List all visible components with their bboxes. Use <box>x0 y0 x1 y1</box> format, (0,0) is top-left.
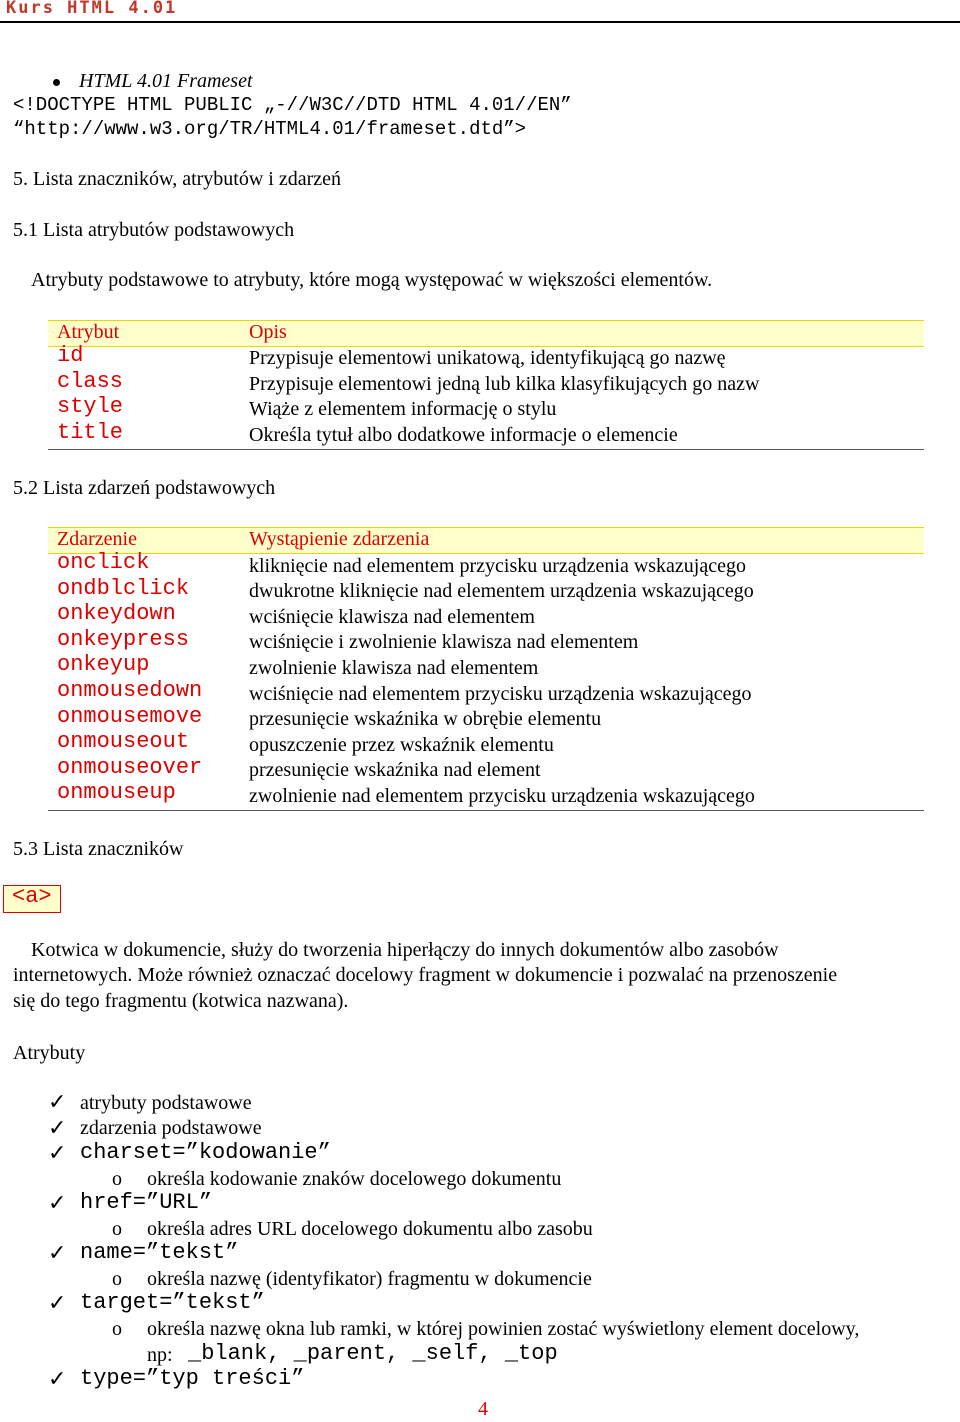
event-name: onkeydown <box>57 601 176 626</box>
event-description: kliknięcie nad elementem przycisku urządzenia wskazującego <box>249 555 746 577</box>
event-description: dwukrotne kliknięcie nad elementem urządzenia wskazującego <box>249 580 754 602</box>
target-example-label: np: <box>147 1344 173 1366</box>
frameset-label: HTML 4.01 Frameset <box>79 70 253 92</box>
checkmark-icon: ✓ <box>48 1141 67 1166</box>
section-5-3-heading: 5.3 Lista znaczników <box>13 838 184 860</box>
attribute-list-item: name=”tekst” <box>80 1240 239 1265</box>
doctype-line-1: <!DOCTYPE HTML PUBLIC „-//W3C//DTD HTML 4.01//EN” <box>13 94 572 116</box>
attribute-name: style <box>57 394 124 419</box>
tag-description-line-2: internetowych. Może również oznaczać docelowy fragment w dokumencie i pozwalać na przenoszenie <box>13 964 838 986</box>
attribute-sub-description: określa nazwę (identyfikator) fragmentu w dokumencie <box>147 1268 592 1290</box>
checkmark-icon: ✓ <box>48 1116 67 1141</box>
header-title: Kurs HTML 4.01 <box>6 0 178 18</box>
checkmark-icon: ✓ <box>48 1241 67 1266</box>
events-header-col2: Wystąpienie zdarzenia <box>249 528 430 550</box>
event-name: onmouseout <box>57 729 190 754</box>
checkmark-icon: ✓ <box>48 1191 67 1216</box>
sub-bullet-marker: o <box>112 1318 122 1340</box>
page-header <box>0 0 960 22</box>
checkmark-icon: ✓ <box>48 1090 67 1115</box>
section-5-heading: 5. Lista znaczników, atrybutów i zdarzeń <box>13 168 342 190</box>
tag-label: <a> <box>12 884 52 909</box>
event-name: onmouseup <box>57 780 176 805</box>
attributes-table-bottom-rule <box>48 449 924 450</box>
attribute-list-item: type=”typ treści” <box>80 1366 305 1391</box>
event-description: przesunięcie wskaźnika w obrębie elementu <box>249 708 602 730</box>
section-5-1-heading: 5.1 Lista atrybutów podstawowych <box>13 219 295 241</box>
attribute-list-item: href=”URL” <box>80 1190 213 1215</box>
attribute-list-item: atrybuty podstawowe <box>80 1092 252 1114</box>
page-number: 4 <box>478 1398 488 1420</box>
event-description: przesunięcie wskaźnika nad element <box>249 759 541 781</box>
attributes-header-col2: Opis <box>249 321 287 343</box>
section-5-1-description: Atrybuty podstawowe to atrybuty, które mogą występować w większości elementów. <box>31 269 713 291</box>
doctype-line-2: “http://www.w3.org/TR/HTML4.01/frameset.dtd”> <box>13 118 527 140</box>
sub-bullet-marker: o <box>112 1168 122 1190</box>
attribute-list-item: charset=”kodowanie” <box>80 1140 331 1165</box>
event-name: onkeyup <box>57 652 150 677</box>
events-header-col1: Zdarzenie <box>57 528 137 550</box>
header-rule <box>0 21 960 23</box>
event-name: onmousedown <box>57 678 203 703</box>
event-description: zwolnienie klawisza nad elementem <box>249 657 539 679</box>
event-description: wciśnięcie i zwolnienie klawisza nad elementem <box>249 631 639 653</box>
attribute-description: Określa tytuł albo dodatkowe informacje o elemencie <box>249 424 678 446</box>
target-example-values: _blank, _parent, _self, _top <box>188 1341 558 1366</box>
event-name: onkeypress <box>57 627 190 652</box>
bullet-dot-icon <box>53 79 60 86</box>
event-description: wciśnięcie nad elementem przycisku urządzenia wskazującego <box>249 683 752 705</box>
attributes-table-header-row <box>48 320 924 347</box>
checkmark-icon: ✓ <box>48 1291 67 1316</box>
attribute-sub-description: określa adres URL docelowego dokumentu albo zasobu <box>147 1218 593 1240</box>
event-name: onmousemove <box>57 704 203 729</box>
event-name: ondblclick <box>57 576 190 601</box>
event-description: wciśnięcie klawisza nad elementem <box>249 606 535 628</box>
attributes-header-col1: Atrybut <box>57 321 120 343</box>
attribute-list-item: zdarzenia podstawowe <box>80 1117 262 1139</box>
checkmark-icon: ✓ <box>48 1367 67 1392</box>
attribute-description: Przypisuje elementowi jedną lub kilka klasyfikujących go nazw <box>249 373 760 395</box>
events-table-bottom-rule <box>48 810 924 811</box>
attribute-name: class <box>57 369 124 394</box>
attributes-heading: Atrybuty <box>13 1042 86 1064</box>
event-name: onmouseover <box>57 755 203 780</box>
section-5-2-heading: 5.2 Lista zdarzeń podstawowych <box>13 477 276 499</box>
attribute-description: Przypisuje elementowi unikatową, identyfikującą go nazwę <box>249 347 726 369</box>
sub-bullet-marker: o <box>112 1218 122 1240</box>
event-description: opuszczenie przez wskaźnik elementu <box>249 734 554 756</box>
event-name: onclick <box>57 550 150 575</box>
attribute-name: title <box>57 420 124 445</box>
tag-description-line-1: Kotwica w dokumencie, służy do tworzenia hiperłączy do innych dokumentów albo zasobów <box>31 939 779 961</box>
attribute-sub-description: określa kodowanie znaków docelowego dokumentu <box>147 1168 562 1190</box>
event-description: zwolnienie nad elementem przycisku urządzenia wskazującego <box>249 785 755 807</box>
attribute-name: id <box>57 343 84 368</box>
attribute-sub-description: określa nazwę okna lub ramki, w której powinien zostać wyświetlony element docelowy, <box>147 1318 860 1340</box>
tag-description-line-3: się do tego fragmentu (kotwica nazwana). <box>13 990 349 1012</box>
attribute-description: Wiąże z elementem informację o stylu <box>249 398 557 420</box>
sub-bullet-marker: o <box>112 1268 122 1290</box>
events-table-header-row <box>48 527 924 554</box>
attribute-list-item: target=”tekst” <box>80 1290 265 1315</box>
